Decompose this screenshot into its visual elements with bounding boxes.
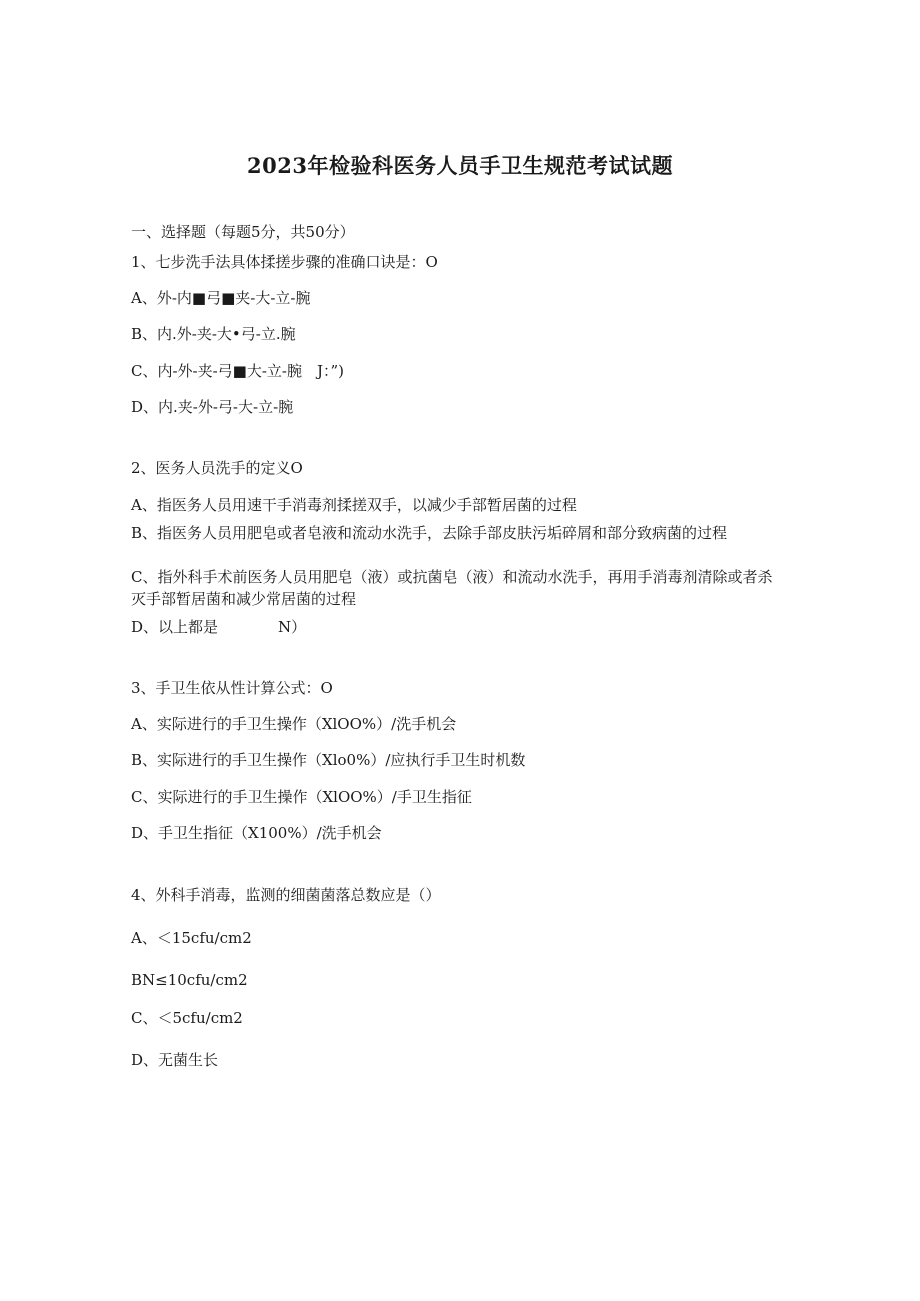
question-3-option-d: D、手卫生指征（X100%）/洗手机会 [131, 824, 382, 842]
question-3-option-a: A、实际进行的手卫生操作（XlOO%）/洗手机会 [131, 715, 457, 733]
question-4-option-c: C、＜5cfu∕cm2 [131, 1009, 243, 1027]
question-1-option-d: D、内.夹-外-弓-大-立-腕 [131, 398, 294, 416]
question-4-stem: 4、外科手消毒，监测的细菌菌落总数应是（） [131, 886, 441, 904]
question-1-option-a: A、外-内■弓■夹-大-立-腕 [131, 289, 311, 307]
question-2-option-c: C、指外科手术前医务人员用肥皂（液）或抗菌皂（液）和流动水洗手，再用手消毒剂清除或者杀灭手部暂居菌和减少常居菌的过程 [131, 568, 773, 608]
question-1-option-b: B、内.外-夹-大•弓-立.腕 [131, 325, 296, 343]
question-1-stem: 1、七步洗手法具体揉搓步骤的准确口诀是：O [131, 253, 438, 271]
question-2-option-a: A、指医务人员用速干手消毒剂揉搓双手，以减少手部暂居菌的过程 [131, 496, 577, 514]
question-4-option-a: A、＜15cfu∕cm2 [131, 929, 252, 947]
question-2-option-b: B、指医务人员用肥皂或者皂液和流动水洗手，去除手部皮肤污垢碎屑和部分致病菌的过程 [131, 524, 728, 542]
question-4-option-d: D、无菌生长 [131, 1051, 219, 1069]
question-3-stem: 3、手卫生依从性计算公式：O [131, 679, 333, 697]
question-2-option-d: D、以上都是 N） [131, 618, 307, 636]
question-1-option-c: C、内-外-夹-弓■大-立-腕 J：”) [131, 362, 345, 380]
question-3-option-b: B、实际进行的手卫生操作（Xlo0%）/应执行手卫生时机数 [131, 751, 526, 769]
section-heading: 一、选择题（每题5分，共50分） [131, 223, 355, 241]
question-4-option-b: BN≤10cfu∕cm2 [131, 971, 248, 989]
document-title: 2023年检验科医务人员手卫生规范考试试题 [247, 153, 673, 178]
question-2-stem: 2、医务人员洗手的定义O [131, 459, 303, 477]
question-3-option-c: C、实际进行的手卫生操作（XlOO%）/手卫生指征 [131, 788, 472, 806]
